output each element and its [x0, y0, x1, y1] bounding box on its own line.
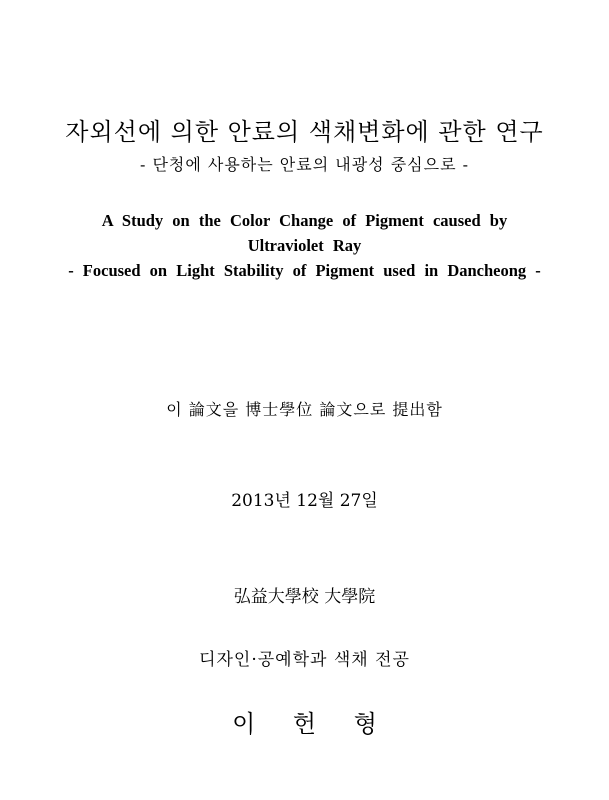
english-title-line-1: A Study on the Color Change of Pigment caused by: [101, 211, 508, 230]
department-name: 디자인·공예학과 색채 전공: [199, 650, 410, 670]
author-name: 이 헌 형: [232, 710, 377, 738]
english-subtitle: - Focused on Light Stability of Pigment used in Dancheong -: [68, 261, 541, 280]
english-title-line-2: Ultraviolet Ray: [247, 236, 362, 255]
korean-subtitle: - 단청에 사용하는 안료의 내광성 중심으로 -: [139, 155, 470, 174]
university-name: 弘益大學校 大學院: [233, 587, 376, 607]
korean-title: 자외선에 의한 안료의 색채변화에 관한 연구: [65, 118, 544, 146]
submission-date: 2013년 12월 27일: [231, 491, 378, 511]
submission-statement: 이 論文을 博士學位 論文으로 提出함: [166, 400, 443, 419]
